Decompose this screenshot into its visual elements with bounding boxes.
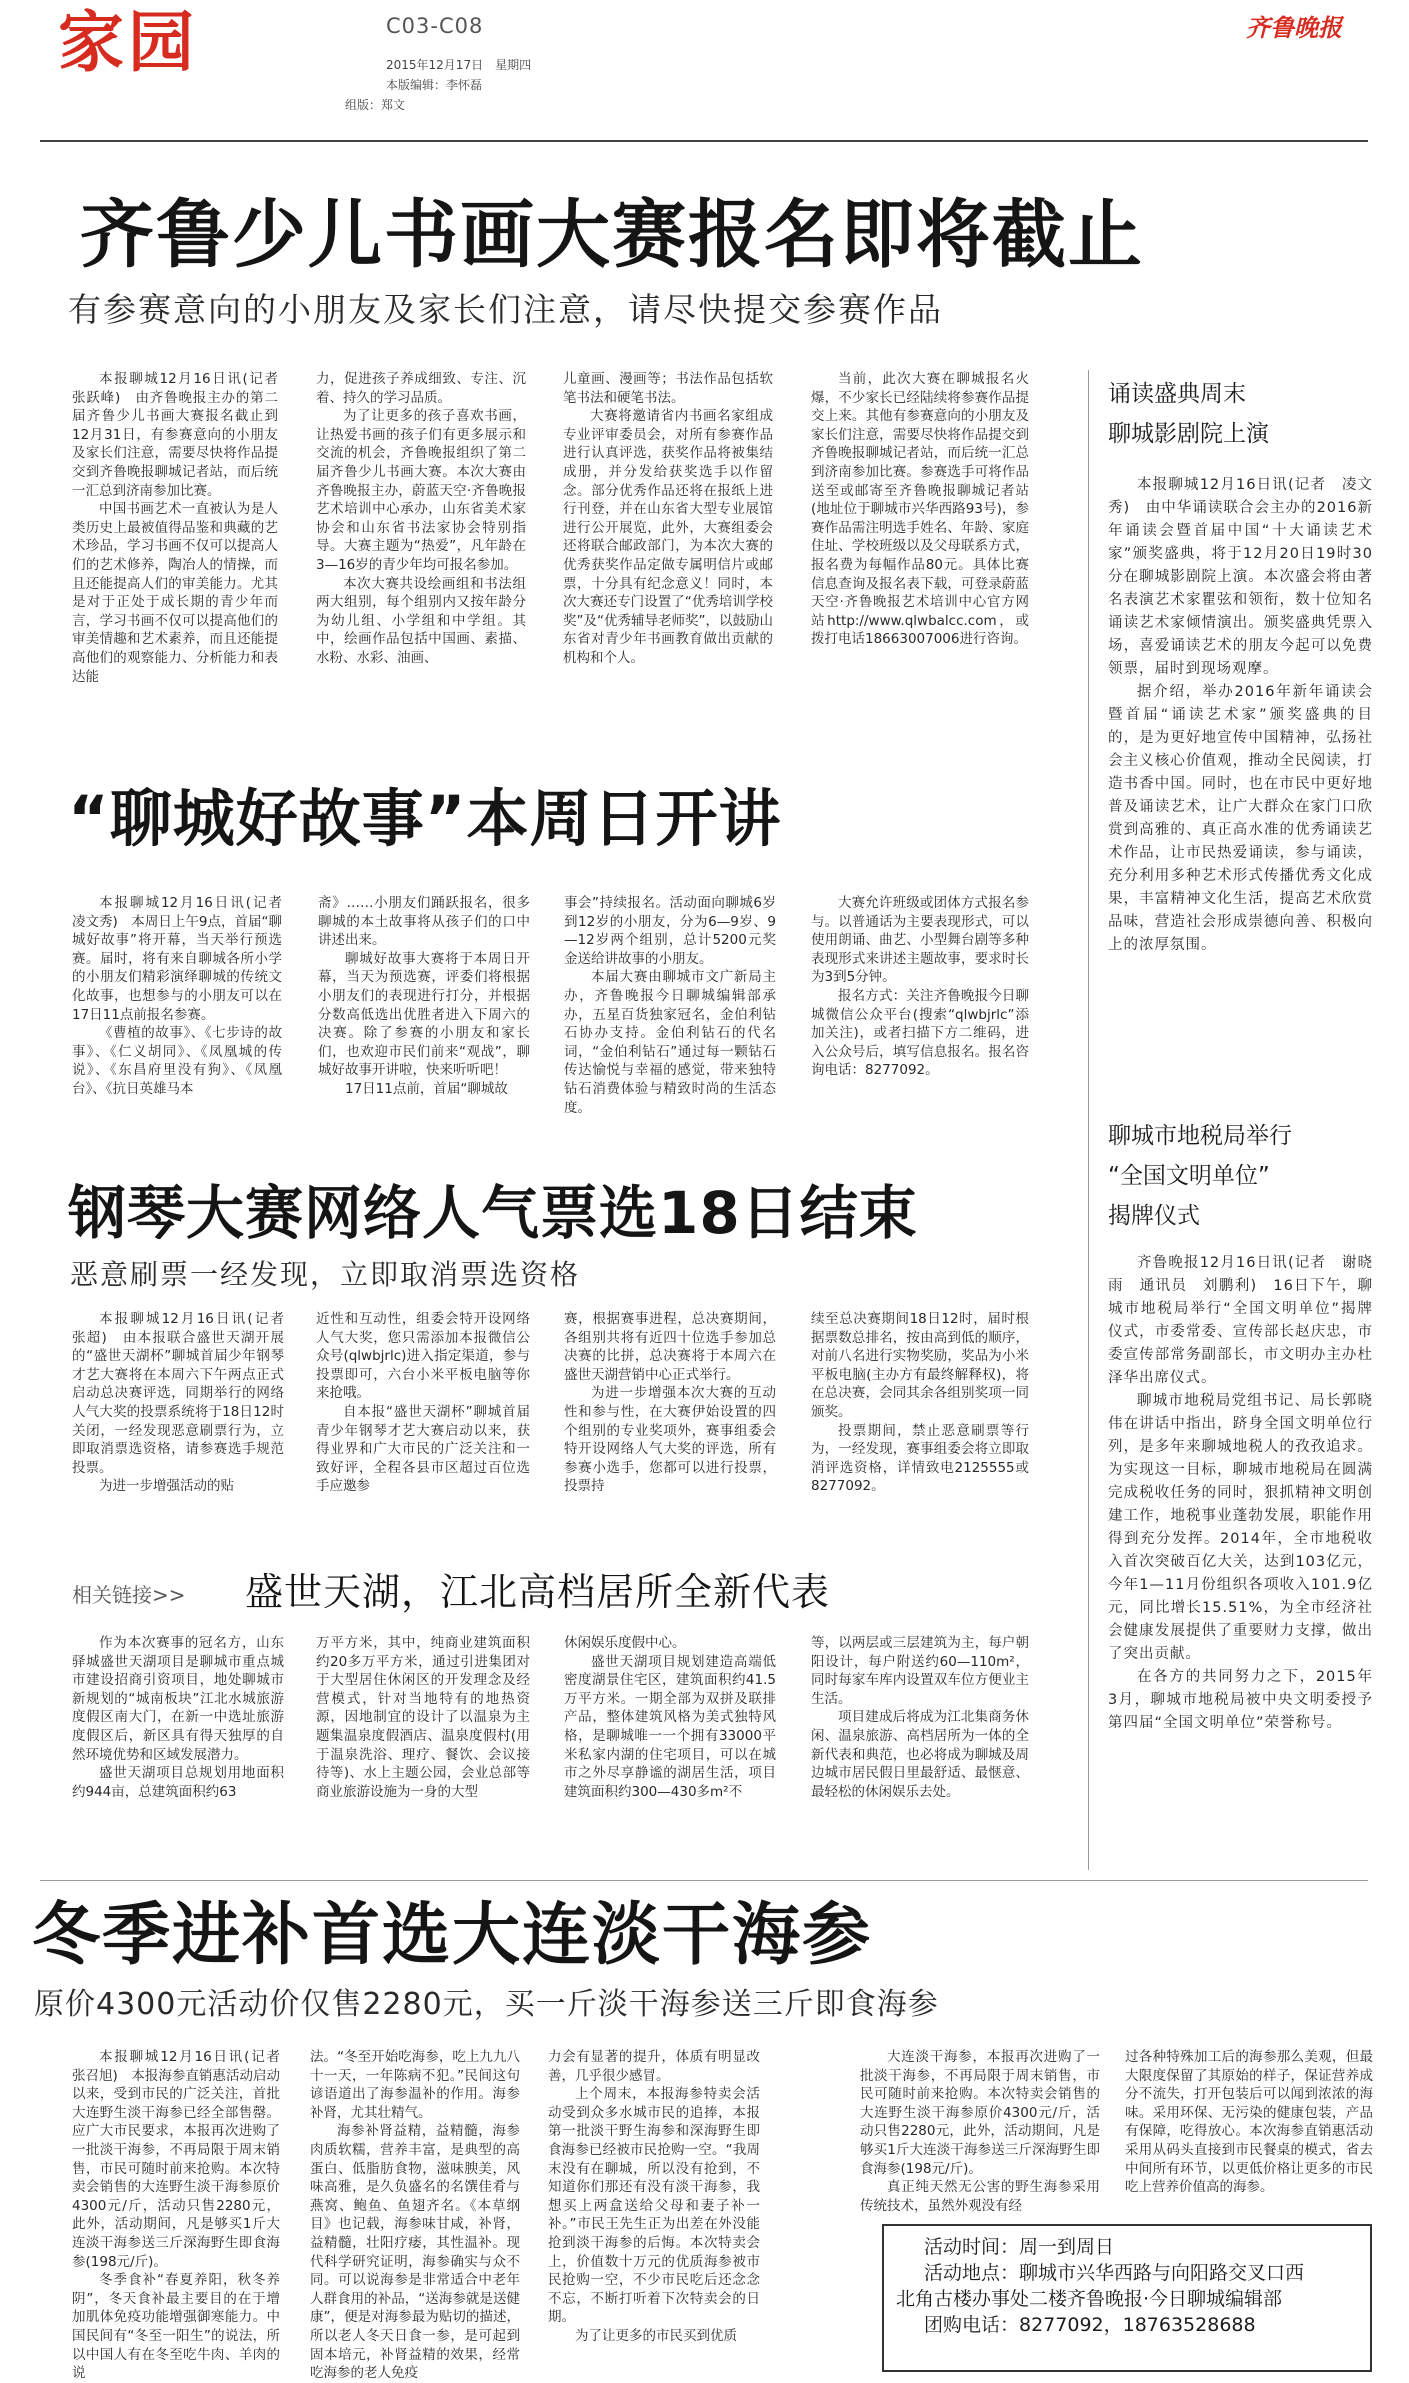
side2-title-line3: 揭牌仪式 [1108,1203,1200,1229]
article1-col2: 力，促进孩子养成细致、专注、沉着、持久的学习品质。 为了让更多的孩子喜欢书画，让热爱书画的孩子们有更多展示和交流的机会，齐鲁晚报组织了第二届齐鲁少儿书画大赛。本次大赛由齐鲁晚报主办，蔚蓝天空·齐鲁晚报艺术培训中心承办，山东省美术家协会和山东省书法家协会特别指导。大赛主题为“热爱”，凡年龄在3—16岁的青少年均可报名参加。 本次大赛共设绘画组和书法组两大组别，每个组别内又按年龄分为幼儿组、小学组和中学组。其中，绘画作品包括中国画、素描、水粉、水彩、油画、 [316,371,526,666]
sidebar-divider [1088,370,1089,1870]
side1-title-line1: 诵读盛典周末 [1108,381,1246,407]
article3-col2: 近性和互动性，组委会特开设网络人气大奖，您只需添加本报微信公众号(qlwbjrlc)进入指定渠道，参与投票即可，六台小米平板电脑等你来抢哦。 自本报“盛世天湖杯”聊城首届青少年钢琴才艺大赛启动以来，获得业界和广大市民的广泛关注和一致好评，全程各县市区超过百位选手应邀参 [316,1311,530,1495]
article2-col2: 斋》……小朋友们踊跃报名，很多聊城的本土故事将从孩子们的口中讲述出来。 聊城好故事大赛将于本周日开幕，当天为预选赛，评委们将根据小朋友们的表现进行打分，并根据分数高低选出优胜者进入下周六的决赛。除了参赛的小朋友和家长们，也欢迎市民们前来“观战”，聊城好故事开讲啦，快来听听吧！ 17日11点前，首届“聊城故 [318,895,530,1097]
article3-headline: 钢琴大赛网络人气票选18日结束 [68,1179,918,1247]
article3-col1: 本报聊城12月16日讯(记者 张超) 由本报联合盛世天湖开展的“盛世天湖杯”聊城首届少年钢琴才艺大赛将在本周六下午两点正式启动总决赛评选，同期举行的网络人气大奖的投票系统将于18日12时关闭，一经发现恶意刷票行为，立即取消票选资格，请参赛选手规范投票。 为进一步增强活动的贴 [72,1311,298,1495]
article1-subtitle: 有参赛意向的小朋友及家长们注意，请尽快提交参赛作品 [68,290,943,329]
related-link-label[interactable]: 相关链接>> [72,1583,186,1607]
side1-body: 本报聊城12月16日讯(记者 凌文秀) 由中华诵读联合会主办的2016新年诵读会暨首届中国“十大诵读艺术家”颁奖盛典，将于12月20日19时30分在聊城影剧院上演。本次盛会将由著名表演艺术家瞿弦和领衔，数十位知名诵读艺术家倾情演出。颁奖盛典凭票入场，喜爱诵读艺术的朋友今起可以免费领票，届时到现场观摩。 据介绍，举办2016年新年诵读会暨首届“诵读艺术家”颁奖盛典的目的，是为更好地宣传中国精神，弘扬社会主义核心价值观，推动全民阅读，打造书香中国。同时，也在市民中更好地普及诵读艺术，让广大群众在家门口欣赏到高雅的、真正高水准的优秀诵读艺术作品，让市民热爱诵读，参与诵读，充分利用多种艺术形式传播优秀文化成果，丰富精神文化生活，提高艺术欣赏品味，营造社会形成崇德向善、积极向上的浓厚氛围。 [1108,477,1373,953]
article5-subtitle: 原价4300元活动价仅售2280元，买一斤淡干海参送三斤即食海参 [34,1987,939,2022]
article5-top-rule [40,1880,1368,1881]
article5-col4: 大连淡干海参，本报再次进购了一批淡干海参，不再局限于周末销售，市民可随时前来抢购。本次特卖会销售的大连野生淡干海参原价4300元/斤，活动只售2280元，此外，活动期间，凡是够买1斤大连淡干海参送三斤深海野生即食海参(198元/斤)。 真正纯天然无公害的野生海参采用传统技术，虽然外观没有经 [860,2049,1100,2214]
article2-col3: 事会”持续报名。活动面向聊城6岁到12岁的小朋友，分为6—9岁、9—12岁两个组别，总计5200元奖金送给讲故事的小朋友。 本届大赛由聊城市文广新局主办，齐鲁晚报今日聊城编辑部承办，五星百货独家冠名，金伯利钻石协办支持。金伯利钻石的代名词，“金伯利钻石”通过每一颗钻石传达愉悦与幸福的感觉，带来独特钻石消费体验与精致时尚的生活态度。 [564,895,776,1116]
article1-col4: 当前，此次大赛在聊城报名火爆，不少家长已经陆续将参赛作品提交上来。其他有参赛意向的小朋友及家长们注意，需要尽快将作品提交到齐鲁晚报聊城记者站，而后统一汇总到济南参加比赛。参赛选手可将作品送至或邮寄至齐鲁晚报聊城记者站(地址位于聊城市兴华西路93号)，参赛作品需注明选手姓名、年龄、家庭住址、学校班级以及父母联系方式，报名费为每幅作品80元。具体比赛信息查询及报名表下载，可登录蔚蓝天空·齐鲁晚报艺术培训中心官方网站http://www.qlwbalcc.com，或拨打电话18663007006进行咨询。 [811,371,1029,648]
section-title: 家园 [58,3,198,81]
side2-body: 齐鲁晚报12月16日讯(记者 谢晓雨 通讯员 刘鹏利) 16日下午，聊城市地税局举行“全国文明单位”揭牌仪式，市委常委、宣传部长赵庆忠，市委宣传部常务副部长，市文明办主办杜泽华出席仪式。 聊城市地税局党组书记、局长郭晓伟在讲话中指出，跻身全国文明单位行列，是多年来聊城地税人的孜孜追求。为实现这一目标，聊城市地税局在圆满完成税收任务的同时，狠抓精神文明创建工作，地税事业蓬勃发展，职能作用得到充分发挥。2014年，全市地税收入首次突破百亿大关，达到103亿元，今年1—11月份组织各项收入101.9亿元，同比增长15.51%，为全市经济社会健康发展提供了重要财力支撑，做出了突出贡献。 在各方的共同努力之下，2015年3月，聊城市地税局被中央文明委授予第四届“全国文明单位”荣誉称号。 [1108,1255,1373,1731]
article5-col5: 过各种特殊加工后的海参那么美观，但最大限度保留了其原始的样子，保证营养成分不流失，打开包装后可以闻到浓浓的海味。采用环保、无污染的健康包装，产品有保障，吃得放心。本次海参直销惠活动采用从码头直接到市民餐桌的模式，省去中间所有环节，以更低价格让更多的市民吃上营养价值高的海参。 [1125,2049,1373,2196]
event-place: 活动地点：聊城市兴华西路与向阳路交叉口西 [924,2262,1305,2284]
article5-col3: 力会有显著的提升，体质有明显改善，几乎很少感冒。 上个周末，本报海参特卖会活动受到众多水城市民的追捧，本报第一批淡干野生海参和深海野生即食海参已经被市民抢购一空。“我周末没有在聊城，所以没有抢到，不知道你们那还有没有淡干海参，我想买上两盒送给父母和妻子补一补。”市民王先生正为出差在外没能抢到淡干海参的后悔。本次特卖会上，价值数十万元的优质海参被市民抢购一空，不少市民吃后还念念不忘，不断打听着下次特卖会的日期。 为了让更多的市民买到优质 [548,2049,760,2344]
article5-col2: 法。“冬至开始吃海参，吃上九九八十一天，一年陈病不犯。”民间这句谚语道出了海参温补的作用。海参补肾，尤其壮精气。 海参补肾益精，益精髓，海参肉质软糯，营养丰富，是典型的高蛋白、低脂肪食物，滋味腴美，风味高雅，是久负盛名的名馔佳肴与燕窝、鲍鱼、鱼翅齐名。《本草纲目》也记载，海参味甘咸，补肾，益精髓，壮阳疗痿，其性温补。现代科学研究证明，海参确实与众不同。可以说海参是非常适合中老年人群食用的补品，“送海参就是送健康”，便是对海参最为贴切的描述，所以老人冬天日食一参，是可起到固本培元，补肾益精的效果，经常吃海参的老人免疫 [310,2049,520,2382]
article2-col4: 大赛允许班级或团体方式报名参与。以普通话为主要表现形式，可以使用朗诵、曲艺、小型舞台剧等多种表现形式来讲述主题故事，要求时长为3到5分钟。 报名方式：关注齐鲁晚报今日聊城微信公众平台(搜索“qlwbjrlc”添加关注)，或者扫描下方二维码，进入公众号后，填写信息报名。报名咨询电话：8277092。 [811,895,1029,1079]
event-place-line2: 北角古楼办事处二楼齐鲁晚报·今日聊城编辑部 [896,2288,1283,2310]
article3-col3: 赛，根据赛事进程，总决赛期间，各组别共将有近四十位选手参加总决赛的比拼，总决赛将于本周六在盛世天湖营销中心正式举行。 为进一步增强本次大赛的互动性和参与性，在大赛伊始设置的四个组别的专业奖项外，赛事组委会特开设网络人气大奖的评选，所有参赛小选手，您都可以进行投票，投票持 [564,1311,776,1495]
article4-col4: 等，以两层或三层建筑为主，每户朝阳设计，每户附送约60—110m²，同时每家车库内设置双车位方便业主生活。 项目建成后将成为江北集商务休闲、温泉旅游、高档居所为一体的全新代表和典范，也必将成为聊城及周边城市居民假日里最舒适、最惬意、最轻松的休闲娱乐去处。 [811,1635,1029,1800]
article2-headline: “聊城好故事”本周日开讲 [68,782,782,855]
issue-date: 2015年12月17日 星期四 [386,58,532,72]
article3-subtitle: 恶意刷票一经发现，立即取消票选资格 [70,1258,581,1291]
editor-credit: 本版编辑：李怀磊 [386,78,483,92]
newspaper-logo: 齐鲁晚报 [1246,13,1342,42]
article5-col1: 本报聊城12月16日讯(记者 张召旭) 本报海参直销惠活动启动以来，受到市民的广泛关注，首批大连野生淡干海参已经全部售罄。应广大市民要求，本报再次进购了一批淡干海参，不再局限于周末销售，市民可随时前来抢购。本次特卖会销售的大连野生淡干海参原价4300元/斤，活动只售2280元，此外，活动期间，凡是够买1斤大连淡干海参送三斤深海野生即食海参(198元/斤)。 冬季食补“春夏养阳，秋冬养阴”，冬天食补最主要目的在于增加肌体免疫功能增强御寒能力。中国民间有“冬至一阳生”的说法，所以中国人有在冬至吃牛肉、羊肉的说 [72,2049,294,2382]
event-phone: 团购电话：8277092，18763528688 [924,2314,1256,2336]
layout-credit: 组版：郑文 [345,98,406,112]
event-info-box [882,2224,1372,2372]
article4-col1: 作为本次赛事的冠名方，山东驿城盛世天湖项目是聊城市重点城市建设招商引资项目，地处聊城市新规划的“城南板块”江北水城旅游度假区南大门，在新一中选址旅游度假区后，新区具有得天独厚的自然环境优势和区域发展潜力。 盛世天湖项目总规划用地面积约944亩，总建筑面积约63 [72,1635,284,1800]
article1-col3: 儿童画、漫画等；书法作品包括软笔书法和硬笔书法。 大赛将邀请省内书画名家组成专业评审委员会，对所有参赛作品进行认真评选，获奖作品将被集结成册，并分发给获奖选手以作留念。部分优秀作品还将在报纸上进行刊登，并在山东省大型专业展馆进行公开展览，此外，大赛组委会还将联合邮政部门，为本次大赛的优秀获奖作品定做专属明信片或邮票，十分具有纪念意义！同时，本次大赛还专门设置了“优秀培训学校奖”及“优秀辅导老师奖”，以鼓励山东省对青少年书画教育做出贡献的机构和个人。 [563,371,773,666]
article4-col2: 万平方米，其中，纯商业建筑面积约20多万平方米，通过引进集团对于大型居住休闲区的开发理念及经营模式，针对当地特有的地热资源，因地制宜的设计了以温泉为主题集温泉度假酒店、温泉度假村(用于温泉洗浴、理疗、餐饮、会议接待等)、水上主题公园，会业总部等商业旅游设施为一身的大型 [316,1635,530,1800]
article1-headline: 齐鲁少儿书画大赛报名即将截止 [80,192,1144,278]
article4-headline: 盛世天湖，江北高档居所全新代表 [245,1570,831,1614]
article2-col1: 本报聊城12月16日讯(记者 凌文秀) 本周日上午9点，首届“聊城好故事”将开幕，当天举行预选赛。届时，将有来自聊城各所小学的小朋友们精彩演绎聊城的传统文化故事，也想参与的小朋友可以在17日11点前报名参赛。 《曹植的故事》、《七步诗的故事》、《仁义胡同》、《凤凰城的传说》、《东昌府里没有狗》、《凤凰台》、《抗日英雄马本 [72,895,296,1097]
event-time: 活动时间：周一到周日 [924,2236,1115,2258]
side2-title-line1: 聊城市地税局举行 [1108,1123,1292,1149]
masthead-rule [40,140,1368,142]
article1-col1: 本报聊城12月16日讯(记者 张跃峰) 由齐鲁晚报主办的第二届齐鲁少儿书画大赛报名截止到12月31日，有参赛意向的小朋友及家长们注意，需要尽快将作品提交到齐鲁晚报聊城记者站，而后统一汇总到济南参加比赛。 中国书画艺术一直被认为是人类历史上最被值得品鉴和典藏的艺术珍品，学习书画不仅可以提高人们的艺术修养，陶冶人的情操，而且还能提高人们的审美能力。尤其是对于正处于成长期的青少年而言，学习书画不仅可以提高他们的审美情趣和艺术素养，而且还能提高他们的观察能力、分析能力和表达能 [72,371,292,685]
page-range: C03-C08 [386,14,484,38]
article3-col4: 续至总决赛期间18日12时，届时根据票数总排名，按由高到低的顺序，对前八名进行实物奖励，奖品为小米平板电脑(主办方有最终解释权)，将在总决赛，会同其余各组别奖项一同颁奖。 投票期间，禁止恶意刷票等行为，一经发现，赛事组委会将立即取消评选资格，详情致电2125555或8277092。 [811,1311,1029,1495]
side1-title-line2: 聊城影剧院上演 [1108,421,1269,447]
article4-col3: 休闲娱乐度假中心。 盛世天湖项目规划建造高端低密度湖景住宅区，建筑面积约41.5万平方米。一期全部为双拼及联排产品，整体建筑风格为美式独特风格，是聊城唯一一个拥有33000平米私家内湖的住宅项目，可以在城市之外尽享静谧的湖居生活，项目建筑面积约300—430多m²不 [564,1635,776,1800]
article5-headline: 冬季进补首选大连淡干海参 [32,1896,873,1975]
side2-title-line2: “全国文明单位” [1108,1163,1270,1189]
